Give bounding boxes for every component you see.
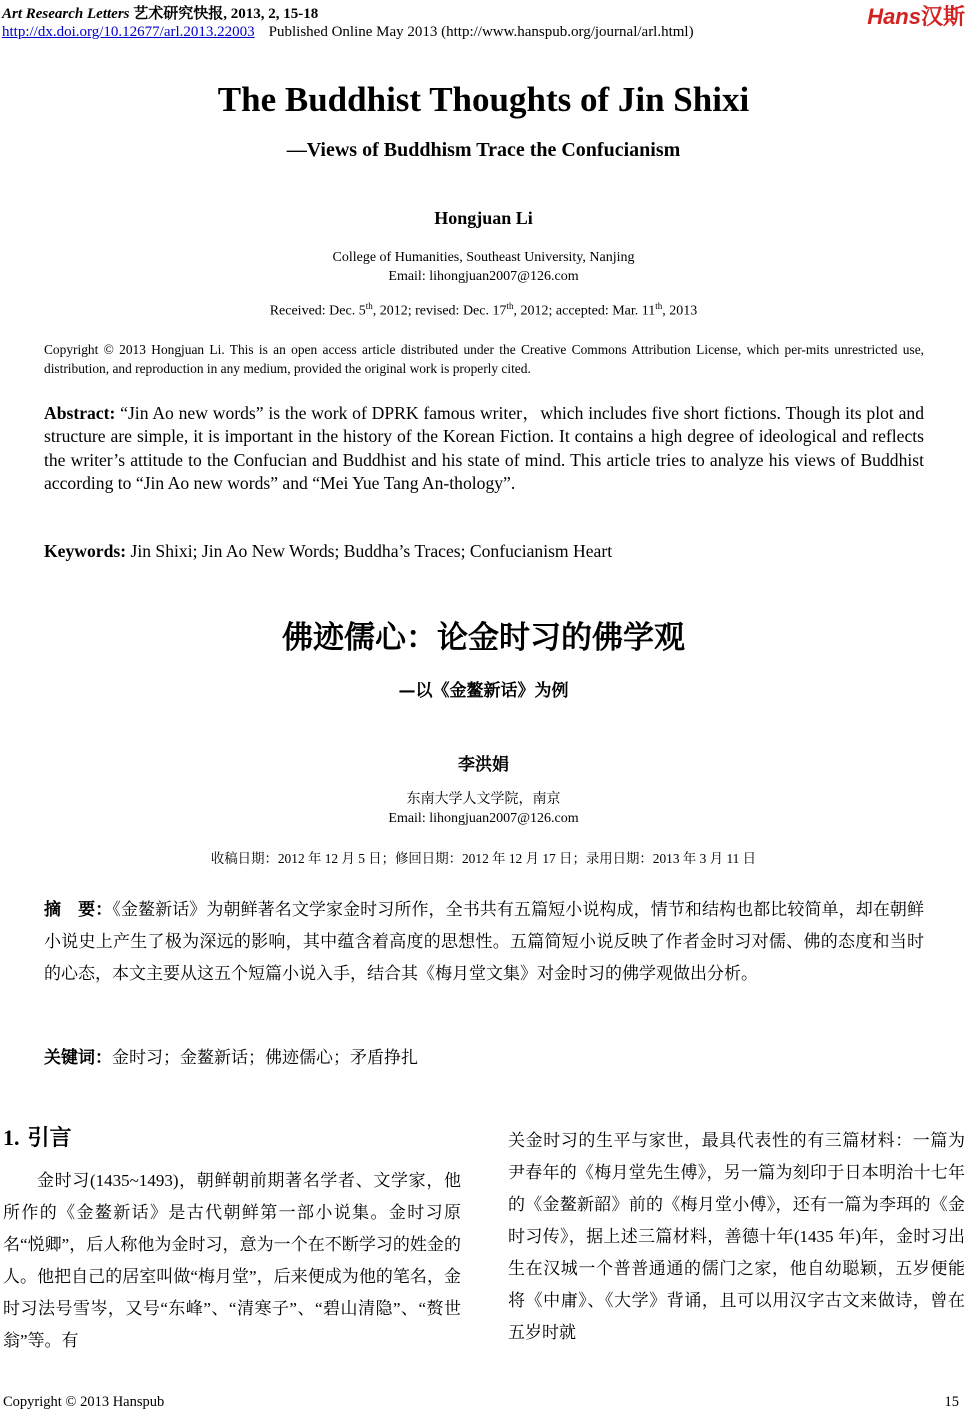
accepted-year: , 2013	[662, 303, 698, 319]
keywords-cn	[44, 1043, 924, 1068]
accepted-sup: th	[655, 301, 663, 311]
author-name-cn: 李洪娟	[458, 755, 509, 775]
paper-subtitle-cn: —以《金鳌新话》为例	[398, 681, 569, 701]
received-date: Received: Dec. 5	[269, 303, 366, 319]
abstract-text-cn: 《金鳌新话》为朝鲜著名文学家金时习所作，全书共有五篇短小说构成，情节和结构也都比较简单，却在朝鲜小说史上产生了极为深远的影响，其中蕴含着高度的思想性。五篇简短小说反映了作者金时习对儒、佛的态度和当时的心态，本文主要从这五个短篇小说入手，结合其《梅月堂文集》对金时习的佛学观做出分析。	[44, 900, 925, 983]
keywords-label: Keywords:	[44, 541, 127, 561]
copyright-notice: Copyright © 2013 Hongjuan Li. This is an open access article distributed under the Creative Commons Attribution License, which per-mits unrestricted use, distribution, and reproduction in any medium, provided the original work is properly cited.	[44, 342, 924, 376]
accepted-date: , 2012; accepted: Mar. 11	[513, 303, 656, 319]
section-title: 引言	[27, 1126, 72, 1151]
keywords-label-cn: 关键词：	[44, 1048, 112, 1068]
logo-text-en: Hans	[867, 4, 921, 29]
journal-header	[2, 2, 318, 23]
keywords-text-cn: 金时习；金鳌新话；佛迹儒心；矛盾挣扎	[112, 1048, 418, 1067]
publisher-logo	[867, 0, 965, 31]
journal-name: Art Research Letters	[2, 6, 130, 22]
affiliation-text-cn: 东南大学人文学院，南京	[406, 792, 561, 807]
author-email: Email: lihongjuan2007@126.com	[388, 269, 579, 284]
footer-copyright: Copyright © 2013 Hanspub	[3, 1394, 165, 1410]
journal-issue: , 2013, 2, 15-18	[223, 6, 319, 22]
revised-sup: th	[506, 301, 514, 311]
section-number: 1.	[3, 1125, 20, 1150]
paper-title-cn: 佛迹儒心：论金时习的佛学观	[282, 620, 685, 656]
revised-date: , 2012; revised: Dec. 17	[372, 303, 507, 319]
logo-text-cn: 汉斯	[920, 4, 965, 29]
keywords-text: Jin Shixi; Jin Ao New Words; Buddha’s Traces; Confucianism Heart	[126, 541, 613, 561]
author-email-cn: Email: lihongjuan2007@126.com	[388, 811, 579, 826]
keywords-en	[44, 541, 924, 562]
author-affiliation-cn	[0, 790, 967, 828]
affiliation-text: College of Humanities, Southeast University, Nanjing	[332, 250, 635, 265]
section-heading	[3, 1121, 72, 1152]
published-online: Published Online May 2013 (http://www.hanspub.org/journal/arl.html)	[268, 24, 694, 40]
body-column-left: 金时习(1435~1493)，朝鲜朝前期著名学者、文学家，他所作的《金鳌新话》是古代朝鲜第一部小说集。金时习原名“悦卿”，后人称他为金时习，意为一个在不断学习的姓金的人。他把自己的居室叫做“梅月堂”，后来便成为他的笔名，金时习法号雪岑，又号“东峰”、“清寒子”、“碧山清隐”、“赘世翁”等。有	[3, 1171, 461, 1350]
paper-subtitle: —Views of Buddhism Trace the Confucianism	[286, 139, 681, 161]
submission-dates	[0, 301, 967, 320]
abstract-label: Abstract:	[44, 403, 116, 423]
abstract-label-cn: 摘 要：	[44, 900, 113, 920]
abstract-cn	[44, 894, 924, 990]
paper-title: The Buddhist Thoughts of Jin Shixi	[217, 80, 750, 119]
body-column-right: 关金时习的生平与家世，最具代表性的有三篇材料：一篇为尹春年的《梅月堂先生傅》，另一篇为刻印于日本明治十七年的《金鳌新韶》前的《梅月堂小傅》，还有一篇为李珥的《金时习传》，据上述三篇材料，善德十年(1435 年)年，金时习出生在汉城一个普普通通的儒门之家，他自幼聪颖，五岁便能将《中庸》、《大学》背诵，且可以用汉字古文来做诗，曾在五岁时就	[508, 1131, 965, 1342]
journal-name-cn: 艺术研究快报	[133, 6, 224, 22]
author-name: Hongjuan Li	[434, 208, 533, 228]
doi-line	[2, 24, 694, 41]
page-number: 15	[944, 1394, 959, 1410]
submission-dates-cn: 收稿日期：2012 年 12 月 5 日；修回日期：2012 年 12 月 17 日；录用日期：2013 年 3 月 11 日	[210, 851, 757, 866]
received-sup: th	[365, 301, 373, 311]
doi-link[interactable]: http://dx.doi.org/10.12677/arl.2013.22003	[2, 24, 255, 40]
author-affiliation	[0, 248, 967, 286]
abstract-text: “Jin Ao new words” is the work of DPRK famous writer，which includes five short fictions. Though its plot and structure are simple, it is important in the history of the Korean Fiction. It contains a high degree of ideological and reflects the writer’s attitude to the Confucian and Buddhist and his state of mind. This article tries to analyze his views of Buddhist according to “Jin Ao new words” and “Mei Yue Tang An-thology”.	[44, 403, 924, 493]
abstract-en	[44, 402, 924, 495]
